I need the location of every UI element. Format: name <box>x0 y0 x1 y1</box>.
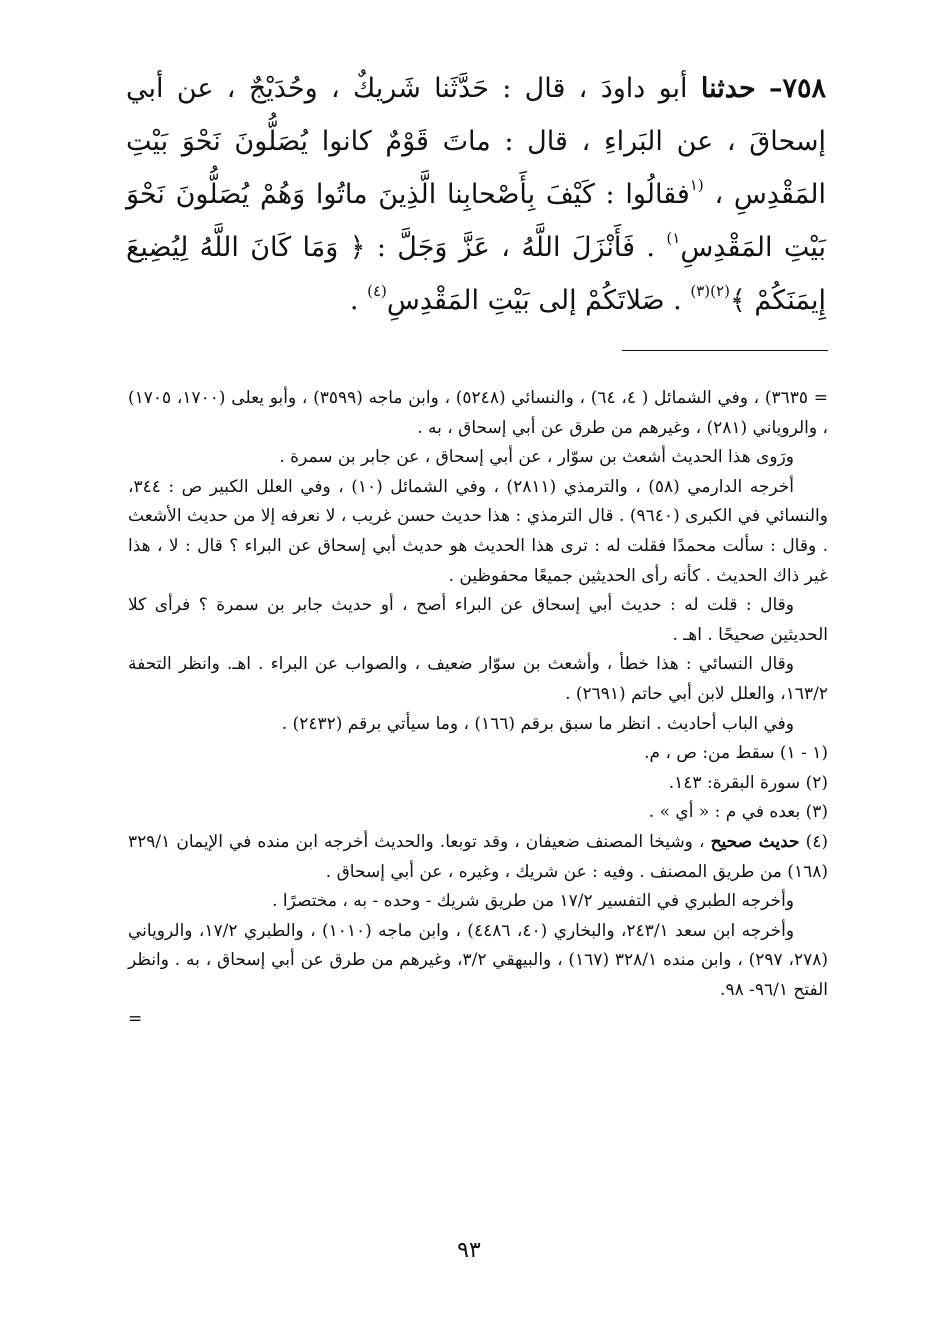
footnote-4-grade: حديث صحيح <box>710 831 800 852</box>
footnote-paragraph: وقال النسائي : هذا خطأ ، وأشعث بن سوّار ضعيف ، والصواب عن البراء . اهـ. وانظر التحفة ١٦٣/٢، والعلل لابن أبي حاتم (٢٦٩١) . <box>128 654 828 704</box>
hadith-end: . <box>349 285 359 316</box>
footnote-ref-4: (٤) <box>367 282 387 300</box>
footnote-ref-2-3: (٢)(٣) <box>690 282 730 300</box>
hadith-opening: حدثنا <box>700 73 756 104</box>
footnote-paragraph: وقال : قلت له : حديث أبي إسحاق عن البراء أصح ، أو حديث جابر بن سمرة ؟ فرأى كلا الحديثين صحيحًا . اهـ . <box>128 595 828 645</box>
footnote-3: (٣) بعده في م : « أي » . <box>648 802 828 823</box>
footnote-paragraph: ورَوى هذا الحديث أشعث بن سوّار ، عن أبي إسحاق ، عن جابر بن سمرة . <box>279 447 794 468</box>
footnote-separator <box>622 350 828 351</box>
footnote-continuation: = ٣٦٣٥) ، وفي الشمائل ( ٤، ٦٤) ، والنسائي (٥٢٤٨) ، وابن ماجه (٣٥٩٩) ، وأبو يعلى (١٧٠٠، ١٧٠٥) ، والروياني (٢٨١) ، وغيرهم من طرق عن أبي إسحاق ، به . <box>128 388 829 438</box>
footnote-4-text: وشيخا المصنف ضعيفان ، وقد توبعا. والحديث أخرجه ابن منده في الإيمان ٣٢٩/١ (١٦٨) من طريق المصنف . وفيه : عن شريك ، وغيره ، عن أبي إسحاق . <box>128 831 828 882</box>
footnote-2: (٢) سورة البقرة: ١٤٣. <box>668 772 828 793</box>
footnote-4-sep: ، <box>698 831 705 852</box>
footnote-4 <box>128 828 828 887</box>
hadith-text <box>126 62 826 327</box>
footnote-1: (١ - ١) سقط من: ص ، م. <box>644 743 828 764</box>
footnote-continues-marker: = <box>128 1009 143 1030</box>
footnote-ref-1-open: (١ <box>689 176 704 194</box>
hadith-text-part1: أبو داودَ ، قال : حَدَّثَنا شَريكٌ ، وحُدَيْجٌ ، عن أبي إسحاقَ ، عن البَراءِ ، قال : ماتَ قَوْمٌ كانوا يُصَلُّونَ نَحْوَ بَيْتِ المَقْدِسِ ، <box>126 73 826 210</box>
hadith-text-part3: . فَأَنْزَلَ اللَّهُ ، عَزَّ وَجَلَّ : ﴿ وَمَا كَانَ اللَّهُ لِيُضِيعَ إِيمَنَكُمْ ﴾ <box>126 232 826 316</box>
footnote-paragraph: أخرجه الدارمي (٥٨) ، والترمذي (٢٨١١) ، وفي الشمائل (١٠) ، وفي العلل الكبير ص : ٣٤٤، والنسائي في الكبرى (٩٦٤٠) . قال الترمذي : هذا حديث حسن غريب ، لا نعرفه إلا من حديث الأشعث . وقال : سألت محمدًا فقلت له : ترى هذا الحديث هو حديث أبي إسحاق عن البراء ؟ قال : لا ، هذا غير ذاك الحديث . كأنه رأى الحديثين جميعًا محفوظين . <box>128 476 828 586</box>
footnote-paragraph: وأخرجه ابن سعد ٢٤٣/١، والبخاري (٤٠، ٤٤٨٦) ، وابن ماجه (١٠١٠) ، والطبري ١٧/٢، والروياني (٢٧٨، ٢٩٧) ، وابن منده ٣٢٨/١ (١٦٧) ، والبيهقي ٣/٢، وغيرهم من طرق عن أبي إسحاق ، به . وانظر الفتح ٩٦/١- ٩٨. <box>128 920 828 1000</box>
hadith-paragraph <box>126 62 826 327</box>
footnotes <box>128 384 828 1035</box>
hadith-number: ٧٥٨– <box>768 73 826 104</box>
footnote-paragraph: وفي الباب أحاديث . انظر ما سبق برقم (١٦٦) ، وما سيأتي برقم (٢٤٣٢) . <box>281 713 794 734</box>
footnote-paragraph: وأخرجه الطبري في التفسير ١٧/٢ من طريق شريك - وحده - به ، مختصرًا . <box>272 891 794 912</box>
hadith-text-part2: فقالُوا : كَيْفَ بِأَصْحابِنا الَّذِينَ ماتُوا وَهُمْ يُصَلُّونَ نَحْوَ بَيْتِ المَقْدِسِ <box>126 179 826 263</box>
hadith-text-part4: . صَلاتَكُمْ إلى بَيْتِ المَقْدِسِ <box>386 285 682 316</box>
footnote-ref-1-close: ١) <box>666 229 681 247</box>
footnote-4-label: (٤) <box>805 831 829 852</box>
page-number: ٩٣ <box>457 1238 481 1263</box>
